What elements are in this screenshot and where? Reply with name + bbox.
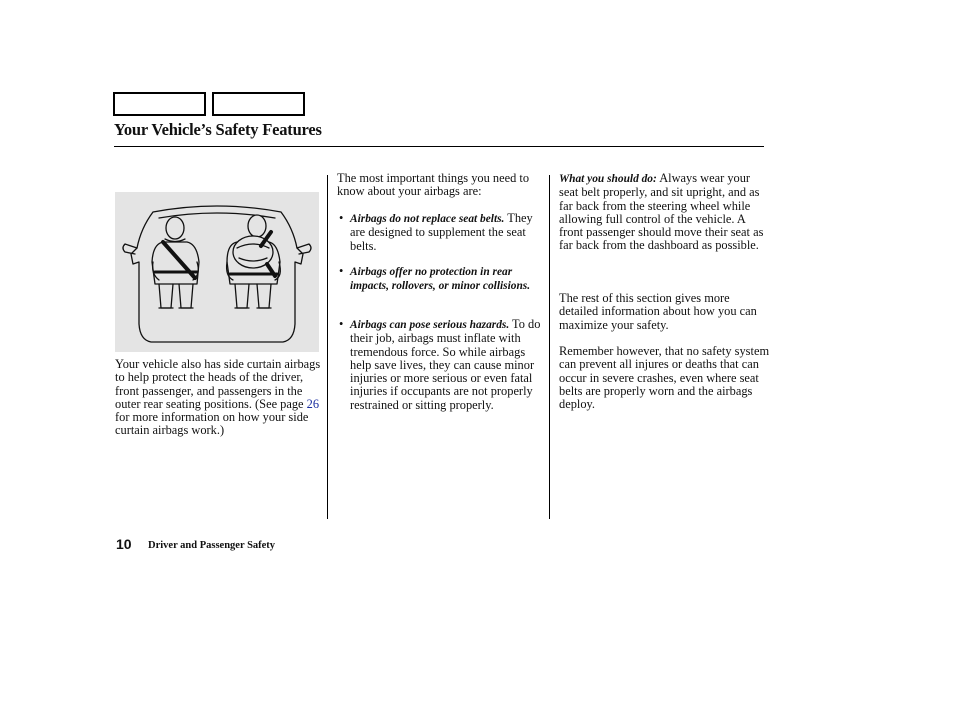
- header-tab-1: [113, 92, 206, 116]
- bullet-body: To do their job, airbags must inflate with tremendous force. So while airbags help save lives, they can cause minor injuries or more serious or even fatal injuries if occupants are not properly restrained or sitting properly.: [350, 317, 541, 412]
- page-title: Your Vehicle’s Safety Features: [114, 120, 322, 139]
- page-number: 10: [116, 536, 132, 552]
- bullet-item: [339, 265, 544, 294]
- what-you-should-do-paragraph: [559, 172, 771, 253]
- what-you-should-do-body: Always wear your seat belt properly, and sit upright, and as far back from the steering wheel while allowing full control of the vehicle. A front passenger should move their seat as far back from the dashboard as possible.: [559, 171, 764, 253]
- car-occupants-illustration: [115, 192, 319, 352]
- bullet-lead: Airbags can pose serious hazards.: [350, 319, 510, 331]
- column-divider-left: [327, 175, 328, 519]
- rest-of-section-paragraph: The rest of this section gives more detailed information about how you can maximize your safety.: [559, 291, 757, 332]
- footer-section-label: Driver and Passenger Safety: [148, 540, 276, 551]
- bullet-icon: •: [339, 264, 344, 278]
- bullet-icon: •: [339, 317, 344, 331]
- bullet-item: [339, 212, 544, 253]
- side-curtain-airbag-note: [115, 358, 325, 438]
- passenger-figure: [227, 215, 281, 308]
- what-you-should-do-lead: What you should do:: [559, 173, 657, 185]
- page-26-link[interactable]: 26: [306, 396, 320, 411]
- bullet-item: [339, 318, 544, 412]
- bullet-body: They are designed to supplement the seat belts.: [350, 211, 533, 253]
- title-rule: [114, 146, 764, 147]
- side-text-after-link: for more information on how your side curtain airbags work.): [115, 410, 309, 438]
- bullet-lead: Airbags offer no protection in rear impacts, rollovers, or minor collisions.: [350, 266, 531, 293]
- driver-figure: [152, 217, 199, 308]
- bullet-icon: •: [339, 211, 344, 225]
- bullet-lead: Airbags do not replace seat belts.: [350, 213, 505, 225]
- column-divider-right: [549, 175, 550, 519]
- header-tab-2: [212, 92, 305, 116]
- side-text-before-link: Your vehicle also has side curtain airbags to help protect the heads of the driver, front passenger, and passengers in the outer rear seating positions. (See page: [115, 357, 321, 411]
- remember-paragraph: Remember however, that no safety system can prevent all injures or deaths that can occur in severe crashes, even where seat belts are properly worn and the airbags deploy.: [559, 344, 770, 412]
- airbag-intro: The most important things you need to know about your airbags are:: [337, 171, 530, 199]
